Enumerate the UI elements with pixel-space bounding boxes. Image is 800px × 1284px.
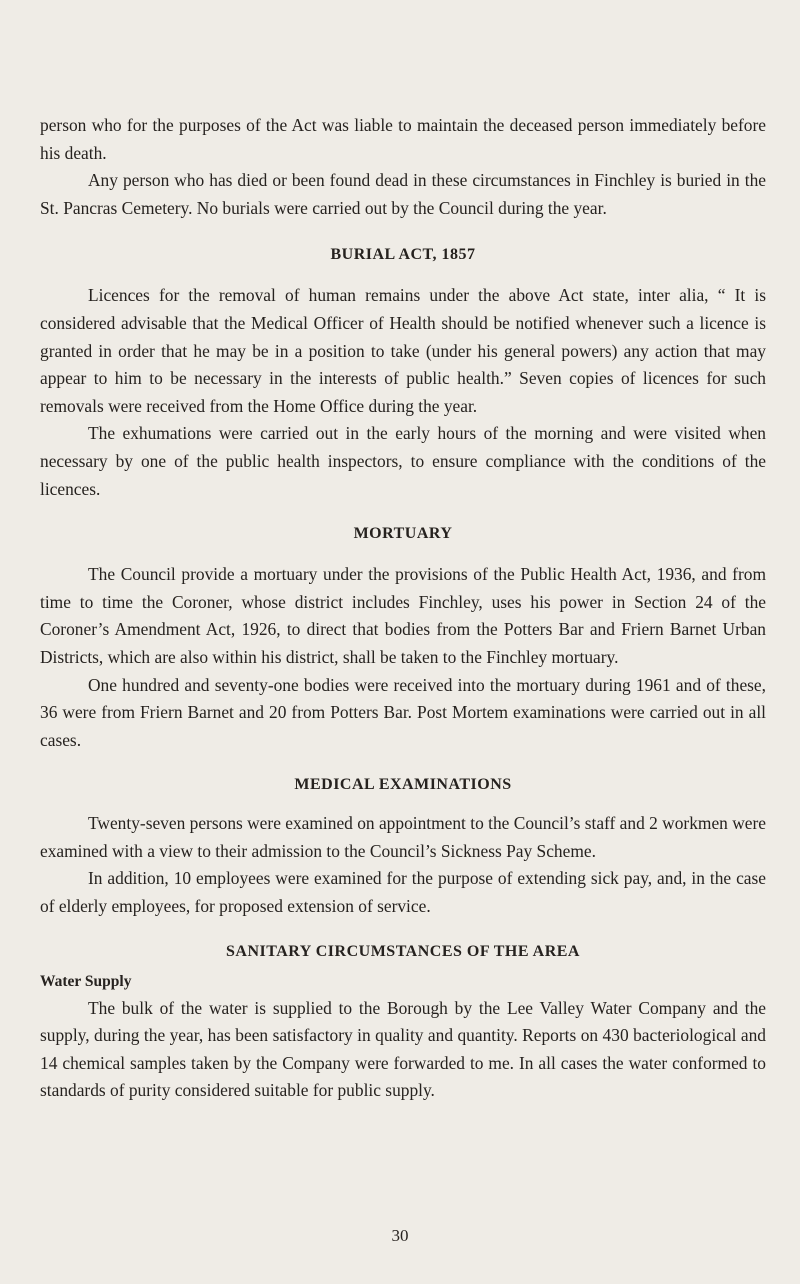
page-body	[40, 112, 766, 1105]
mortuary-heading: MORTUARY	[353, 525, 453, 543]
mortuary-paragraph-1: The Council provide a mortuary under the provisions of the Public Health Act, 1936, and from time to time the Coroner, whose district includes Finchley, uses his power in Section 24 of the Coroner’s Amendment Act, 1926, to direct that bodies from the Potters Bar and Friern Barnet Urban Districts, which are also within his district, shall be taken to the Finchley mortuary.	[40, 564, 766, 667]
burial-act-heading: BURIAL ACT, 1857	[330, 246, 476, 264]
intro-paragraph-1: person who for the purposes of the Act was liable to maintain the deceased person immediately before his death.	[40, 115, 766, 163]
intro-paragraph-2: Any person who has died or been found dead in these circumstances in Finchley is buried in the St. Pancras Cemetery. No burials were carried out by the Council during the year.	[40, 170, 766, 218]
sanitary-circumstances-heading: SANITARY CIRCUMSTANCES OF THE AREA	[226, 942, 580, 960]
page-number: 30	[391, 1226, 409, 1245]
burial-paragraph-1: Licences for the removal of human remains under the above Act state, inter alia, “ It is considered advisable that the Medical Officer of Health should be notified whenever such a licence is granted in order that he may be in a position to take (under his general powers) any action that may appear to him to be necessary in the interests of public health.” Seven copies of licences for such removals were received from the Home Office during the year.	[40, 285, 766, 416]
medical-paragraph-2: In addition, 10 employees were examined for the purpose of extending sick pay, and, in the case of elderly employees, for proposed extension of service.	[40, 868, 766, 917]
burial-paragraph-2: The exhumations were carried out in the early hours of the morning and were visited when necessary by one of the public health inspectors, to ensure compliance with the conditions of the licences.	[40, 423, 766, 499]
water-supply-paragraph: The bulk of the water is supplied to the Borough by the Lee Valley Water Company and the supply, during the year, has been satisfactory in quality and quantity. Reports on 430 bacteriological and 14 chemical samples taken by the Company were forwarded to me. In all cases the water conformed to standards of purity considered suitable for public supply.	[40, 997, 766, 1101]
water-supply-subheading: Water Supply	[40, 972, 132, 990]
medical-paragraph-1: Twenty-seven persons were examined on appointment to the Council’s staff and 2 workmen were examined with a view to their admission to the Council’s Sickness Pay Scheme.	[40, 813, 766, 861]
mortuary-paragraph-2: One hundred and seventy-one bodies were received into the mortuary during 1961 and of these, 36 were from Friern Barnet and 20 from Potters Bar. Post Mortem examinations were carried out in all cases.	[40, 674, 766, 750]
medical-examinations-heading: MEDICAL EXAMINATIONS	[294, 776, 512, 794]
